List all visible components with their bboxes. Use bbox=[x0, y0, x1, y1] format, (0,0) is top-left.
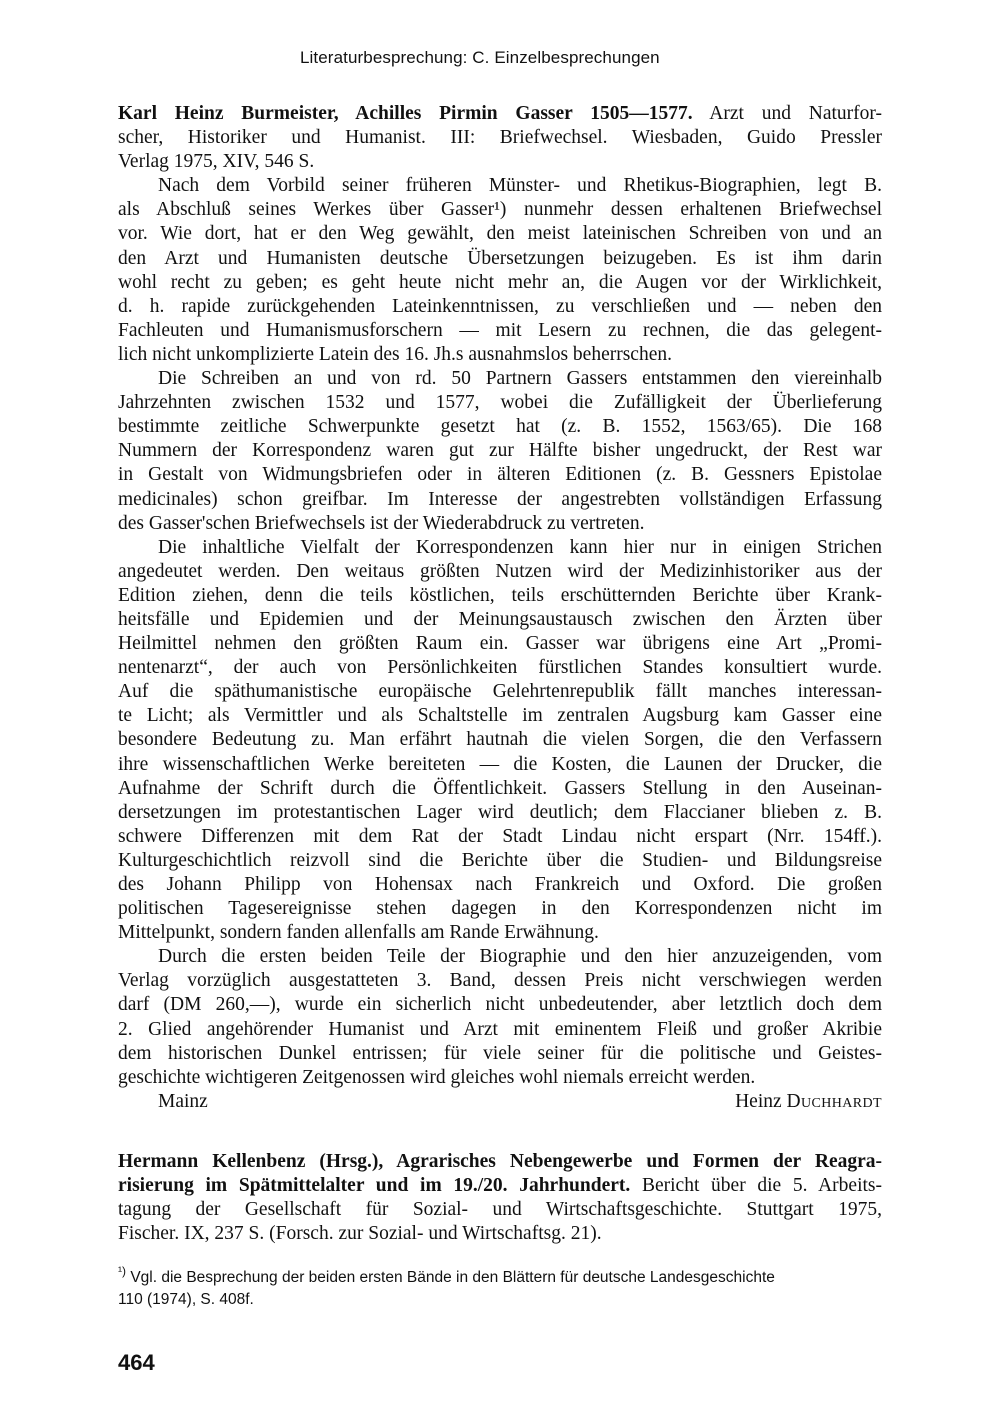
text-line: Jahrzehnten zwischen 1532 und 1577, wobei die Zufälligkeit der Überlieferung bbox=[118, 392, 882, 414]
text-line: bestimmte zeitliche Schwerpunkte gesetzt hat (z. B. 1552, 1563/65). Die 168 bbox=[118, 416, 882, 438]
text-line: dersetzungen im protestantischen Lager wird deutlich; dem Flaccianer blieben z. B. bbox=[118, 801, 882, 823]
text-line: Durch die ersten beiden Teile der Biographie und den hier anzuzeigenden, vom bbox=[158, 946, 882, 968]
text-line: Heilmittel nehmen den größten Raum ein. Gasser war übrigens eine Art „Promi- bbox=[118, 633, 882, 655]
footnote-text: 110 (1974), S. 408f. bbox=[118, 1291, 254, 1308]
text-line: des Gasser'schen Briefwechsels ist der Wiederabdruck zu vertreten. bbox=[118, 512, 645, 534]
text-line: ihre wissenschaftlichen Werke bereiteten — die Kosten, die Launen der Drucker, die bbox=[118, 753, 882, 775]
text-line: vor. Wie dort, hat er den Weg gewählt, den meist lateinischen Schreiben von und an bbox=[118, 223, 882, 245]
text-line: darf (DM 260,—), wurde ein sicherlich nicht unbedeutender, aber letztlich doch dem bbox=[118, 994, 882, 1016]
heading-line bbox=[118, 126, 882, 150]
review-1-signature bbox=[118, 1090, 882, 1114]
paragraph bbox=[118, 945, 882, 1090]
footnote-marker: ¹) bbox=[118, 1264, 126, 1278]
heading-line bbox=[118, 102, 882, 126]
heading-text: Fischer. IX, 237 S. (Forsch. zur Sozial- und Wirtschaftsg. 21). bbox=[118, 1223, 602, 1245]
heading-text: scher, Historiker und Humanist. III: Briefwechsel. Wiesbaden, Guido Pressler bbox=[118, 127, 882, 149]
heading-text: Verlag 1975, XIV, 546 S. bbox=[118, 151, 315, 173]
text-line: wohl recht zu geben; es geht heute nicht mehr an, die Augen vor der Wirklichkeit, bbox=[118, 271, 882, 293]
text-line: Nummern der Korrespondenz waren gut zur Hälfte bisher ungedruckt, der Rest war bbox=[118, 440, 882, 462]
text-line: als Abschluß seines Werkes über Gasser¹) nunmehr dessen erhaltenen Briefwechsel bbox=[118, 199, 882, 221]
text-line: schwere Differenzen mit dem Rat der Stadt Lindau nicht erspart (Nrr. 154ff.). bbox=[118, 825, 882, 847]
heading-line bbox=[118, 1174, 882, 1198]
review-1 bbox=[118, 102, 882, 1114]
heading-line bbox=[118, 1222, 882, 1246]
running-head: Literaturbesprechung: C. Einzelbesprechungen bbox=[300, 48, 660, 67]
heading-bold-text: Hermann Kellenbenz (Hrsg.), Agrarisches Nebengewerbe und Formen der Reagra- bbox=[118, 1151, 882, 1172]
paragraph bbox=[118, 536, 882, 946]
text-line: Aufnahme der Schrift durch die Öffentlichkeit. Gassers Stellung in den Auseinan- bbox=[118, 777, 882, 799]
footnote-line bbox=[118, 1264, 882, 1289]
reviewer-last-name: Duchhardt bbox=[786, 1090, 882, 1112]
text-line: Die inhaltliche Vielfalt der Korrespondenzen kann hier nur in einigen Strichen bbox=[158, 536, 882, 558]
review-2-heading bbox=[118, 1150, 882, 1246]
heading-text: Arzt und Naturfor- bbox=[692, 103, 882, 124]
text-line: geschichte wichtigeren Zeitgenossen wird gleiches wohl niemals erreicht werden. bbox=[118, 1066, 756, 1088]
text-line: dem historischen Dunkel entrissen; für viele seiner für die politische und Geistes- bbox=[118, 1042, 882, 1064]
text-line: besondere Bedeutung zu. Man erfährt hautnah die vielen Sorgen, die den Verfassern bbox=[118, 729, 882, 751]
review-place: Mainz bbox=[158, 1090, 208, 1112]
text-line: Fachleuten und Humanismusforschern — mit Lesern zu rechnen, die das gelegent- bbox=[118, 319, 882, 341]
footnote bbox=[118, 1264, 882, 1311]
heading-text: tagung der Gesellschaft für Sozial- und Wirtschaftsgeschichte. Stuttgart 1975, bbox=[118, 1199, 882, 1221]
text-line: angedeutet werden. Den weitaus größten Nutzen wird der Medizinhistoriker aus der bbox=[118, 560, 882, 582]
heading-bold-text: Karl Heinz Burmeister, Achilles Pirmin Gasser 1505—1577. bbox=[118, 103, 693, 124]
text-line: nentenarzt“, der auch von Persönlichkeiten fürstlichen Standes konsultiert wurde. bbox=[118, 657, 882, 679]
text-line: te Licht; als Vermittler und als Schaltstelle im zentralen Augsburg kam Gasser eine bbox=[118, 705, 882, 727]
footnote-text: Vgl. die Besprechung der beiden ersten Bände in den Blättern für deutsche Landesgeschichte bbox=[130, 1269, 775, 1286]
review-2 bbox=[118, 1150, 882, 1246]
paragraph bbox=[118, 174, 882, 367]
text-line: 2. Glied angehörender Humanist und Arzt mit eminentem Fleiß und großer Akribie bbox=[118, 1018, 882, 1040]
text-line: medicinales) schon greifbar. Im Interesse der angestrebten vollständigen Erfassung bbox=[118, 488, 882, 510]
text-line: Die Schreiben an und von rd. 50 Partnern Gassers entstammen den viereinhalb bbox=[158, 368, 882, 390]
heading-line bbox=[118, 1150, 882, 1174]
text-line: Auf die späthumanistische europäische Gelehrtenrepublik fällt manches interessan- bbox=[118, 681, 882, 703]
review-1-heading bbox=[118, 102, 882, 174]
heading-line bbox=[118, 1198, 882, 1222]
heading-text: Bericht über die 5. Arbeits- bbox=[630, 1175, 882, 1197]
text-line: politischen Tagesereignisse stehen dagegen in den Korrespondenzen nicht im bbox=[118, 898, 882, 920]
text-line: Edition ziehen, denn die teils köstlichen, teils erschütternden Berichte über Krank- bbox=[118, 584, 882, 606]
text-line: Kulturgeschichtlich reizvoll sind die Berichte über die Studien- und Bildungsreise bbox=[118, 849, 882, 871]
text-line: des Johann Philipp von Hohensax nach Frankreich und Oxford. Die großen bbox=[118, 874, 882, 895]
text-line: in Gestalt von Widmungsbriefen oder in älteren Editionen (z. B. Gessners Epistolae bbox=[118, 464, 882, 486]
paragraph bbox=[118, 367, 882, 536]
text-line: d. h. rapide zurückgehenden Lateinkenntnissen, zu verschließen und — neben den bbox=[118, 295, 882, 317]
text-line: den Arzt und Humanisten deutsche Übersetzungen beizugeben. Es ist ihm darin bbox=[118, 247, 882, 269]
text-line: Nach dem Vorbild seiner früheren Münster- und Rhetikus-Biographien, legt B. bbox=[158, 175, 882, 197]
footnote-line bbox=[118, 1289, 882, 1311]
text-line: heitsfälle und Epidemien und der Meinungsaustausch zwischen den Ärzten über bbox=[118, 608, 882, 630]
page-number: 464 bbox=[118, 1350, 155, 1375]
heading-bold-text: risierung im Spätmittelalter und im 19./20. Jahrhundert. bbox=[118, 1175, 631, 1197]
text-line: lich nicht unkomplizierte Latein des 16. Jh.s ausnahmslos beherrschen. bbox=[118, 343, 672, 365]
reviewer-first-name: Heinz bbox=[735, 1090, 782, 1112]
reviewer-name bbox=[735, 1090, 882, 1114]
heading-line bbox=[118, 150, 882, 174]
text-line: Mittelpunkt, sondern fanden allenfalls am Rande Erwähnung. bbox=[118, 922, 599, 944]
text-line: Verlag vorzüglich ausgestatteten 3. Band, dessen Preis nicht verschwiegen werden bbox=[118, 970, 882, 992]
review-1-body bbox=[118, 174, 882, 1090]
